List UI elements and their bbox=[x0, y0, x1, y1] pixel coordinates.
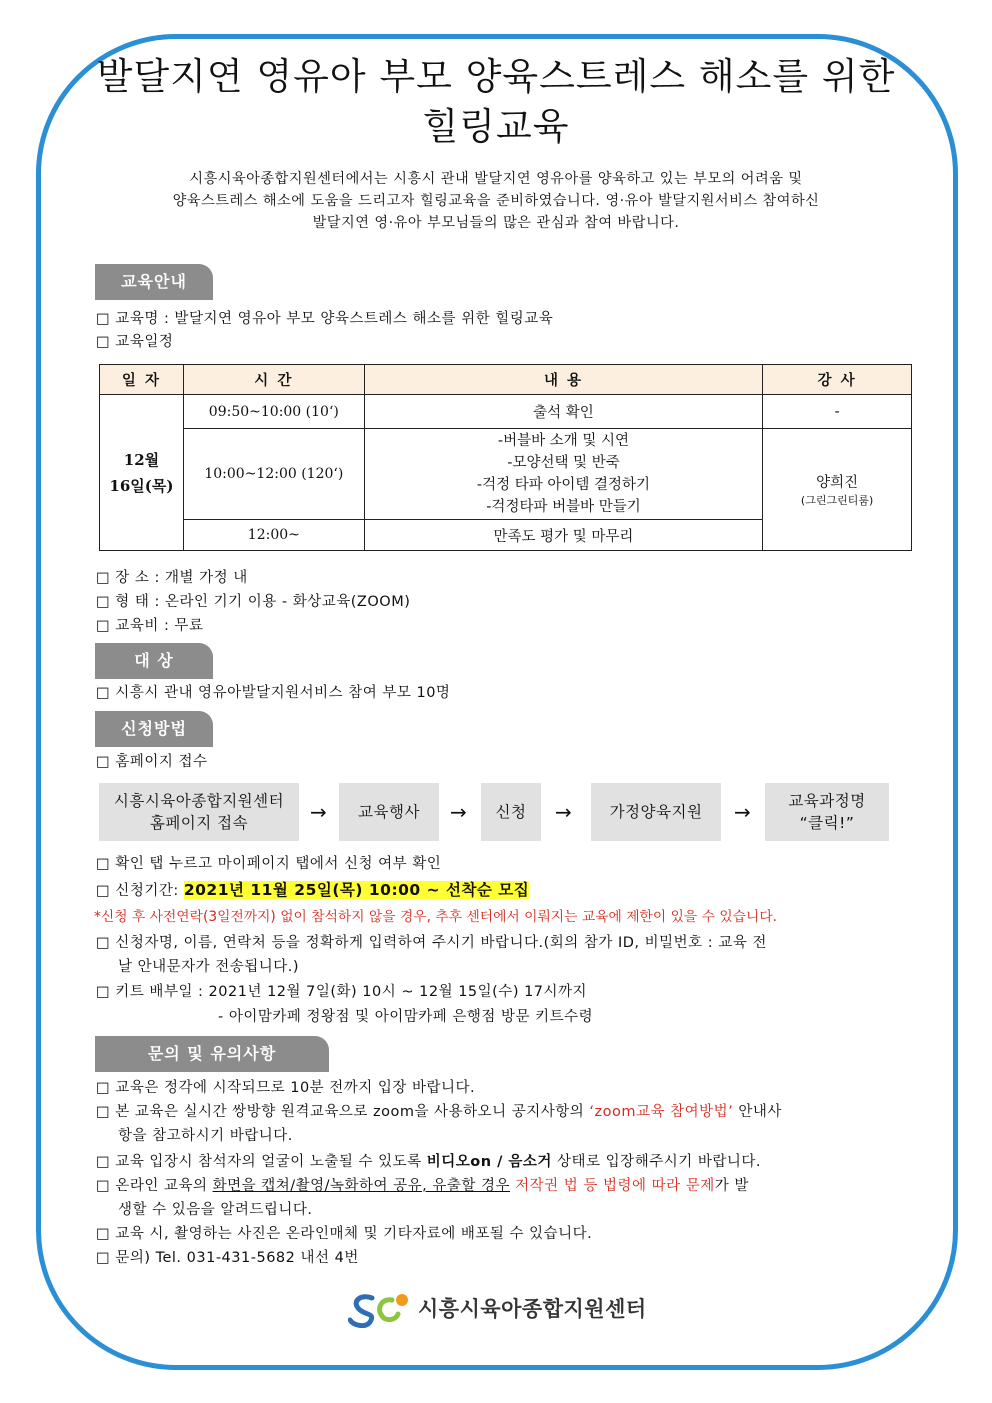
date-cell bbox=[100, 395, 184, 551]
time-cell: 12:00~ bbox=[183, 520, 364, 551]
notice-4-copyright: 저작권 법 등 법령에 따라 문제 bbox=[510, 1178, 715, 1194]
flow-arrow: → bbox=[734, 800, 751, 824]
edu-schedule-label: □ 교육일정 bbox=[96, 334, 174, 350]
apply-period bbox=[96, 879, 529, 902]
kit-line-1: □ 키트 배부일 : 2021년 12월 7일(화) 10시 ~ 12월 15일(수) 17시까지 bbox=[96, 984, 588, 1000]
flow-step-course-click bbox=[765, 783, 889, 841]
content-item: -걱정 타파 아이템 결정하기 bbox=[476, 477, 651, 493]
flow-step-apply: 신청 bbox=[481, 783, 541, 841]
flow-step-text: “클릭!” bbox=[799, 814, 855, 832]
notice-6: □ 문의) Tel. 031-431-5682 내선 4번 bbox=[96, 1250, 359, 1266]
instructor-cell: - bbox=[763, 395, 912, 429]
content-cell: 만족도 평가 및 마무리 bbox=[364, 520, 762, 551]
title-line-1: 발달지연 영유아 부모 양육스트레스 해소를 위한 bbox=[96, 55, 896, 98]
apply-period-value: 2021년 11월 25일(목) 10:00 ~ 선착순 모집 bbox=[183, 881, 530, 899]
flow-step-text: 시흥시육아종합지원센터 bbox=[113, 792, 285, 810]
header-instructor: 강 사 bbox=[763, 365, 912, 395]
time-cell: 10:00~12:00 (120‘) bbox=[183, 429, 364, 520]
flow-step-homepage bbox=[99, 783, 299, 841]
header-content: 내 용 bbox=[364, 365, 762, 395]
flow-step-text: 홈페이지 접속 bbox=[149, 814, 249, 832]
page-title bbox=[60, 52, 932, 152]
notice-4-text-end: 가 발 bbox=[714, 1178, 749, 1194]
notice-2-text: □ 본 교육은 실시간 쌍방향 원격교육으로 zoom을 사용하오니 공지사항의 bbox=[96, 1104, 590, 1120]
flow-arrow: → bbox=[450, 800, 467, 824]
edu-fee: □ 교육비 : 무료 bbox=[96, 618, 204, 634]
notice-1: □ 교육은 정각에 시작되므로 10분 전까지 입장 바랍니다. bbox=[96, 1080, 476, 1096]
notice-2-line-2: 항을 참고하시기 바랍니다. bbox=[118, 1128, 293, 1144]
notice-2-zoom-guide: ‘zoom교육 참여방법’ bbox=[589, 1104, 734, 1120]
target-line: □ 시흥시 관내 영유아발달지원서비스 참여 부모 10명 bbox=[96, 685, 451, 701]
apply-check: □ 확인 탭 누르고 마이페이지 탭에서 신청 여부 확인 bbox=[96, 856, 442, 872]
edu-name: □ 교육명 : 발달지연 영유아 부모 양육스트레스 해소를 위한 힐링교육 bbox=[96, 311, 554, 327]
notice-3-video-mute: 비디오on / 음소거 bbox=[426, 1154, 552, 1170]
apply-period-label: □ 신청기간: bbox=[96, 883, 184, 899]
content-item: -모양선택 및 반죽 bbox=[507, 455, 620, 471]
apply-homepage: □ 홈페이지 접수 bbox=[96, 754, 208, 770]
intro-line-3: 발달지연 영·유아 부모님들의 많은 관심과 참여 바랍니다. bbox=[312, 215, 680, 231]
section-header-apply: 신청방법 bbox=[95, 711, 213, 747]
date-day: 16일(목) bbox=[109, 476, 174, 495]
notice-4-line-2: 생할 수 있음을 알려드립니다. bbox=[118, 1202, 313, 1218]
notice-2 bbox=[96, 1101, 782, 1123]
kit-line-2: - 아이맘카페 정왕점 및 아이맘카페 은행점 방문 키트수령 bbox=[218, 1009, 594, 1025]
apply-info-line-1: □ 신청자명, 이름, 연락처 등을 정확하게 입력하여 주시기 바랍니다.(회의 참가 ID, 비밀번호 : 교육 전 bbox=[96, 935, 767, 951]
header-date: 일 자 bbox=[100, 365, 184, 395]
instructor-name: 양희진 bbox=[816, 475, 859, 491]
notice-4-text: □ 온라인 교육의 bbox=[96, 1178, 213, 1194]
content-item: -버블바 소개 및 시연 bbox=[497, 433, 630, 449]
header-time: 시 간 bbox=[183, 365, 364, 395]
table-row bbox=[100, 395, 912, 429]
title-line-2: 힐링교육 bbox=[422, 105, 570, 148]
flow-step-event: 교육행사 bbox=[339, 783, 439, 841]
content-cell: 출석 확인 bbox=[364, 395, 762, 429]
time-cell: 09:50~10:00 (10‘) bbox=[183, 395, 364, 429]
instructor-cell bbox=[763, 429, 912, 551]
notice-3-text-end: 상태로 입장해주시기 바랍니다. bbox=[551, 1154, 761, 1170]
notice-4-capture-warning: 화면을 캡쳐/촬영/녹화하여 공유, 유출할 경우 bbox=[212, 1178, 511, 1194]
flow-arrow: → bbox=[310, 800, 327, 824]
notice-3 bbox=[96, 1151, 761, 1173]
center-name: 시흥시육아종합지원센터 bbox=[418, 1297, 647, 1321]
section-header-target: 대 상 bbox=[95, 643, 213, 679]
intro-line-2: 양육스트레스 해소에 도움을 드리고자 힐링교육을 준비하였습니다. 영·유아 발달지원서비스 참여하신 bbox=[172, 193, 820, 209]
table-row bbox=[100, 429, 912, 520]
flow-step-text: 교육과정명 bbox=[788, 792, 866, 810]
apply-info-line-2: 날 안내문자가 전송됩니다.) bbox=[118, 959, 300, 975]
edu-place: □ 장 소 : 개별 가정 내 bbox=[96, 570, 248, 586]
table-header-row bbox=[100, 365, 912, 395]
section-header-notice: 문의 및 유의사항 bbox=[95, 1036, 329, 1072]
apply-warning: *신청 후 사전연락(3일전까지) 없이 참석하지 않을 경우, 추후 센터에서 이뤄지는 교육에 제한이 있을 수 있습니다. bbox=[94, 909, 778, 925]
section-header-edu-info: 교육안내 bbox=[95, 264, 213, 300]
notice-4 bbox=[96, 1175, 749, 1197]
edu-form: □ 형 태 : 온라인 기기 이용 - 화상교육(ZOOM) bbox=[96, 594, 411, 610]
intro-paragraph bbox=[80, 168, 912, 234]
flow-step-home-support: 가정양육지원 bbox=[591, 783, 721, 841]
content-cell bbox=[364, 429, 762, 520]
center-logo-icon bbox=[348, 1288, 412, 1328]
date-month: 12월 bbox=[123, 450, 160, 469]
notice-3-text: □ 교육 입장시 참석자의 얼굴이 노출될 수 있도록 bbox=[96, 1154, 427, 1170]
schedule-table bbox=[99, 364, 912, 551]
footer-logo bbox=[348, 1288, 647, 1328]
flow-arrow: → bbox=[555, 800, 572, 824]
content-item: -걱정타파 버블바 만들기 bbox=[486, 499, 641, 515]
instructor-org: (그린그린티룸) bbox=[800, 494, 874, 507]
notice-2-text-end: 안내사 bbox=[733, 1104, 782, 1120]
intro-line-1: 시흥시육아종합지원센터에서는 시흥시 관내 발달지연 영유아를 양육하고 있는 부모의 어려움 및 bbox=[189, 171, 803, 187]
notice-5: □ 교육 시, 촬영하는 사진은 온라인매체 및 기타자료에 배포될 수 있습니다. bbox=[96, 1226, 593, 1242]
